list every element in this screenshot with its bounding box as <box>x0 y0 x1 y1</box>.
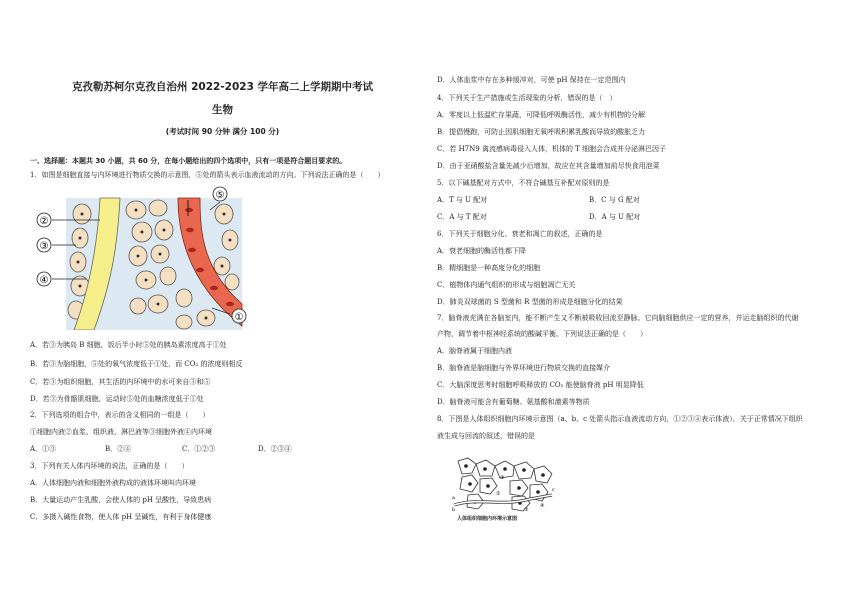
label-fluid-3: ③ <box>524 507 529 513</box>
question-2: 2．下列选项的组合中，表示的含义相同的一组是（ ） <box>30 411 210 419</box>
question-1: 1．如图是细胞直接与内环境进行物质交换的示意图，⑤处的箭头表示血液流动的方向。下列说法正确的是（ ） <box>30 171 385 179</box>
q1-option-a: A．若③为胰岛 B 细胞，饭后半小时⑤处的胰岛素浓度高于①处 <box>30 341 227 349</box>
label-c: c <box>552 487 555 493</box>
q4-option-b: B．提倡慢跑，可防止因肌细胞无氧呼吸积累乳酸而导致的酸胀乏力 <box>437 128 646 136</box>
q7-option-c: C．大脑深度思考时细胞呼吸释放的 CO₂ 能使脑脊液 pH 明显降低 <box>437 381 644 389</box>
q5-option-a: A．T 与 U 配对 <box>437 196 488 204</box>
q1-option-c: C．若③为组织细胞，其生活的内环境中的水可来自③和⑤ <box>30 378 211 386</box>
q4-option-d: D．由于亚硝酸盐含量先减少后增加，故应在其含量增加前尽快食用泡菜 <box>437 162 660 170</box>
question-5: 5．以下碱基配对方式中，不符合碱基互补配对原则的是 <box>437 179 610 187</box>
question-8-line2: 液生成与回流的叙述，错误的是 <box>437 432 535 440</box>
question-7-line2: 产物，调节着中枢神经系统的酸碱平衡。下列说法正确的是（ ） <box>437 330 647 338</box>
q1-option-b: B．若③为脑细胞，⑤处的氧气浓度低于①处，而 CO₂ 的浓度则相反 <box>30 360 243 368</box>
label-a: a <box>452 495 455 501</box>
label-fluid-2: ② <box>500 475 505 481</box>
q6-option-a: A．衰老细胞的酶活性都下降 <box>437 247 527 255</box>
q3-option-a: A．人体细胞内液和细胞外液构成的液体环境叫内环境 <box>30 479 197 487</box>
q5-option-d: D．A 与 U 配对 <box>589 213 641 221</box>
q2-option-d: D．②③④ <box>258 445 292 453</box>
question-4: 4．下列关于生产措施或生活现象的分析，错误的是（ ） <box>437 94 617 102</box>
figure-caption: 人体组织细胞内环境示意图 <box>457 516 518 522</box>
q4-option-a: A．零度以上低温贮存果蔬，可降低呼吸酶活性，减少有机物的分解 <box>437 111 646 119</box>
q7-option-d: D．脑脊液可能含有葡萄糖、氨基酸和激素等物质 <box>437 398 590 406</box>
q1-option-d: D．若③为骨骼肌细胞，运动时⑤处的血糖浓度低于①处 <box>30 395 204 403</box>
question-8-line1: 8．下图是人体组织细胞内环境示意图（a、b、c 处箭头指示血液流动方向，①②③④表示体液），关于正常情况下组织 <box>437 415 803 423</box>
subject-title: 生物 <box>212 104 233 116</box>
label-4: ④ <box>39 275 49 286</box>
q3-option-b: B．大量运动产生乳酸，会使人体的 pH 呈酸性，导致患病 <box>30 496 212 504</box>
question-3: 3．下列有关人体内环境的说法，正确的是（ ） <box>30 462 189 470</box>
question-6: 6．下列关于细胞分化、衰老和凋亡的叙述，正确的是 <box>437 230 603 238</box>
label-b: b <box>452 507 456 513</box>
label-2: ② <box>39 216 49 227</box>
q7-option-b: B．脑脊液是脑细胞与外界环境进行物质交换的直接媒介 <box>437 364 611 372</box>
label-5: ⑤ <box>215 190 225 201</box>
exam-title: 克孜勒苏柯尔克孜自治州 2022-2023 学年高二上学期期中考试 <box>71 81 374 93</box>
label-1: ① <box>234 312 244 323</box>
q2-items: ①细胞内液②血浆、组织液、淋巴液等③细胞外液④内环境 <box>30 428 212 436</box>
exam-info: (考试时间 90 分钟 满分 100 分) <box>165 127 280 136</box>
q2-option-a: A．①③ <box>30 445 57 453</box>
label-fluid-4: ④ <box>540 503 545 509</box>
q3-option-c: C．多摄入碱性食物，使人体 pH 呈碱性，有利于身体健康 <box>30 513 212 521</box>
q5-option-b: B．C 与 G 配对 <box>589 196 640 204</box>
label-fluid-1: ① <box>496 491 501 497</box>
q7-option-a: A．脑脊液属于细胞内液 <box>437 347 513 355</box>
question-7-line1: 7．脑脊液充满在各脑室内，能不断产生又不断被吸收回流至静脉。它向脑细胞供应一定的营养，并运走脑组织的代谢 <box>437 314 799 322</box>
q5-option-c: C．A 与 T 配对 <box>437 213 487 221</box>
q6-option-c: C．植物体内通气组织的形成与细胞凋亡无关 <box>437 281 576 289</box>
section-heading: 一、选择题：本题共 30 小题，共 60 分，在每小题给出的四个选项中，只有一项是符合题目要求的。 <box>30 157 347 165</box>
q6-option-b: B．精细胞是一种高度分化的细胞 <box>437 264 541 272</box>
q2-option-c: C．①②③ <box>182 445 216 453</box>
figure-tissue-exchange <box>34 186 266 330</box>
q3-option-d: D．人体血浆中存在多种缓冲对，可使 pH 保持在一定范围内 <box>437 76 626 84</box>
q6-option-d: D．肺炎双球菌的 S 型菌和 R 型菌的形成是细胞分化的结果 <box>437 298 623 306</box>
q2-option-b: B．②④ <box>105 445 132 453</box>
label-3: ③ <box>39 241 49 252</box>
q4-option-c: C．若 H7N9 禽流感病毒侵入人体，机体的 T 细胞会合成并分泌淋巴因子 <box>437 145 667 153</box>
